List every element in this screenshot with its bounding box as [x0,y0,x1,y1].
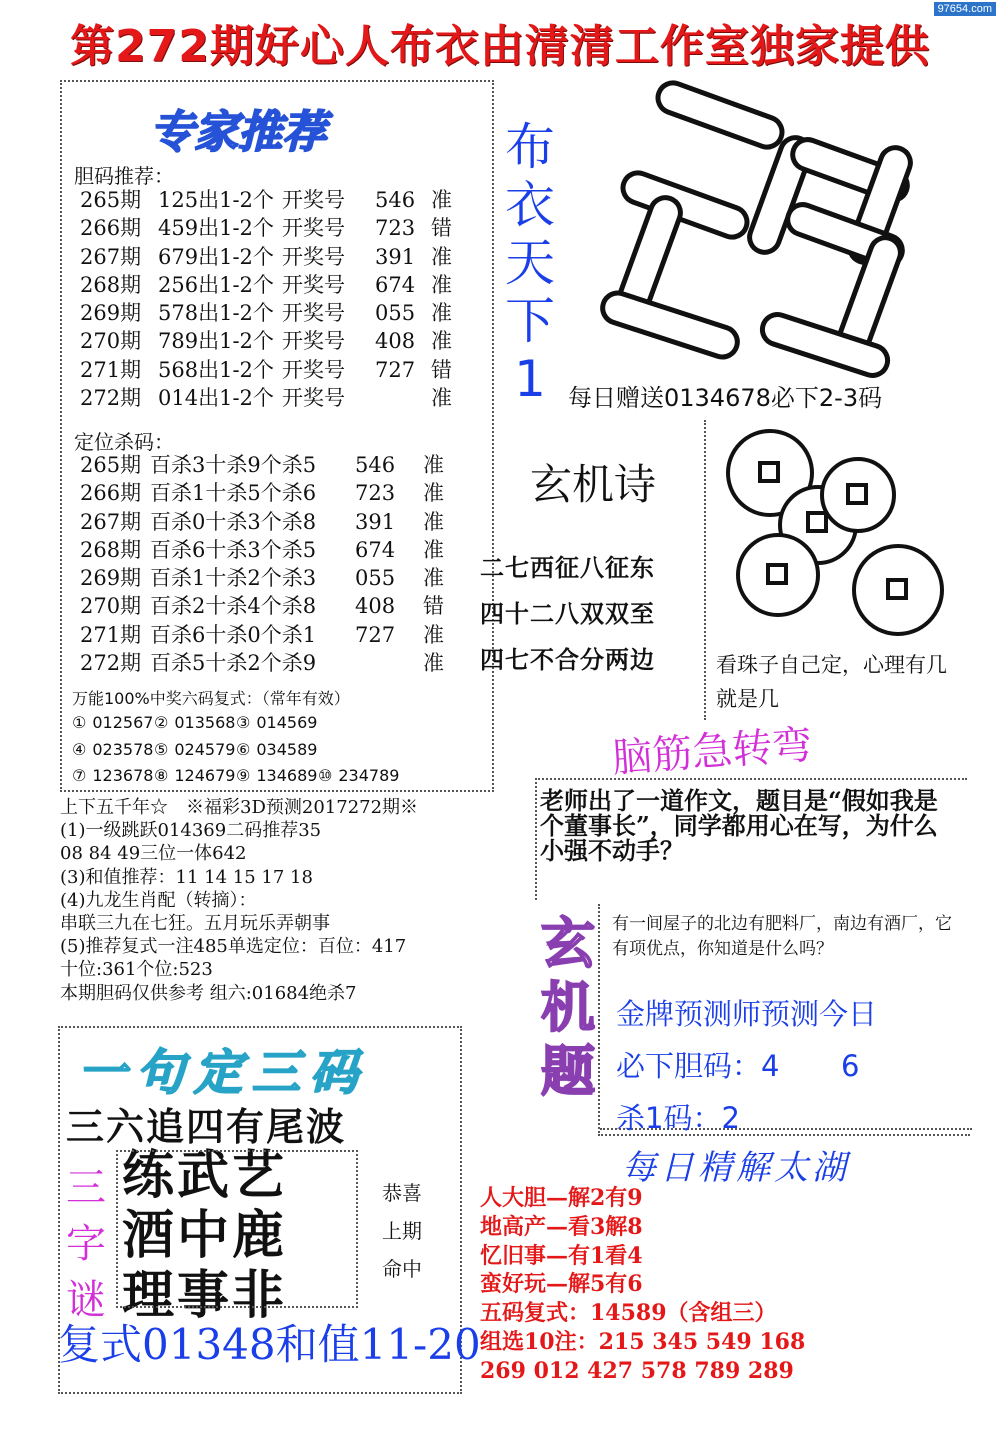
dan-table [80,186,471,412]
words-box [116,1150,358,1308]
kill-table [80,451,463,677]
taihu-line: 地高产—看3解8 [480,1213,643,1240]
oneline-title: 一句定三码 [78,1045,369,1101]
must-line [616,1040,877,1092]
kill-row-cell: 准 [423,537,444,562]
dan-row-cell: 055 [375,301,416,326]
dan-row-cell: 265期 [80,188,142,212]
forecast-line: 上下五千年☆ ※福彩3D预测2017272期※ [60,797,419,818]
dan-row-cell: 开奖号 [282,272,345,297]
dan-row [80,384,471,412]
xuanji-question: 有一间屋子的北边有肥料厂，南边有酒厂，它有项优点，你知道是什么吗？ [612,914,952,959]
six-code-index: ⑩ [318,766,333,785]
six-code-index: ⑨ [236,766,251,785]
poem-lines [480,545,655,683]
taihu-line: 269 012 427 578 789 289 [480,1357,794,1384]
site-watermark: 97654.com [934,2,996,16]
kill-row [80,451,463,479]
dan-row-cell: 错 [431,216,452,241]
taihu-line: 五码复式：14589（含组三） [480,1300,777,1327]
dan-row-cell: 727 [375,357,416,382]
kill-row-cell: 265期 [80,453,142,477]
dan-row-cell: 开奖号 [282,188,345,212]
buyi-char: 下 [505,292,555,350]
six-code-item [154,737,236,764]
six-code-value: 234789 [338,766,400,785]
six-code-item [72,763,154,790]
six-code-item [236,710,318,737]
kill-row-cell: 准 [423,481,444,506]
forecast-line: (5)推荐复式一注485单选定位：百位：417 [60,936,407,958]
dan-row-cell: 准 [431,386,452,411]
dan-row-cell: 408 [375,329,416,354]
six-code-value: 024579 [174,739,236,759]
dan-row-cell: 578出1-2个 [158,301,274,326]
forecast-line: 08 84 49三位一体642 [60,843,247,865]
dan-row-cell: 准 [431,272,452,297]
kill-row-cell: 百杀3十杀9个杀5 [150,453,317,477]
six-code-title: 万能100%中奖六码复式：（常年有效） [72,689,350,708]
dan-row-cell: 开奖号 [282,216,345,241]
dan-row [80,186,471,214]
six-code-item [236,737,318,764]
kill-row-cell: 准 [423,622,444,647]
dan-row-cell: 开奖号 [282,357,345,382]
taihu-line: 人大胆—解2有9 [480,1185,643,1211]
dan-row [80,214,471,242]
dan-row-cell: 789出1-2个 [158,329,274,354]
three-char-label [62,1160,110,1328]
dan-row-cell [375,384,431,412]
six-code-index: ⑥ [236,739,251,759]
kill-row-cell: 百杀1十杀2个杀3 [150,566,317,591]
daily-gift: 每日赠送0134678必下2-3码 [568,384,883,412]
kill-row [80,536,463,564]
forecast-line: 串联三九在七狂。五月玩乐弄朝事 [60,913,330,935]
buyi-column [500,118,560,408]
forecast-line: 十位:361个位:523 [60,959,213,981]
riddle-title: 脑筋急转弯 [610,722,814,782]
kill-row-cell: 270期 [80,594,142,619]
kill-row [80,479,463,507]
dan-row-cell: 270期 [80,329,142,354]
dan-row [80,327,471,355]
dan-row-cell: 开奖号 [282,386,345,411]
six-code-value: 012567 [92,713,154,732]
dan-row-cell: 459出1-2个 [158,216,274,241]
six-code-grid [72,710,412,790]
buyi-char: 天 [505,234,555,292]
dan-row-cell: 271期 [80,357,142,382]
expert-title: 专家推荐 [150,107,326,158]
dan-row-cell: 准 [431,329,452,354]
coins-icon [708,425,958,645]
six-code-item [72,710,154,737]
kill-label: 定位杀码： [74,430,174,454]
kill-row-cell: 百杀6十杀3个杀5 [150,537,317,562]
kill-row-cell: 准 [423,453,444,477]
congrats [382,1174,422,1288]
dan-row-cell: 准 [431,301,452,326]
dan-row-cell: 546 [375,188,416,212]
forecast-block [60,796,490,1005]
kill-row [80,649,463,677]
dan-row-cell: 568出1-2个 [158,357,274,382]
xuanji-title [538,912,598,1104]
dan-row-cell: 269期 [80,301,142,326]
six-code-index: ⑦ [72,766,87,785]
page-title: 第272期好心人布衣由清清工作室独家提供 [70,21,930,72]
six-code-item [154,763,236,790]
kill-code-value: 2 [721,1101,740,1135]
congrats-line: 恭喜 [382,1181,422,1205]
taihu-lines [480,1184,980,1386]
kill-row-cell: 271期 [80,622,142,647]
six-code-index: ④ [72,739,87,759]
kill-row-cell: 准 [423,566,444,591]
three-char-label-char: 字 [66,1221,106,1267]
forecast-line: (3)和值推荐：11 14 15 17 18 [60,866,313,888]
kill-row-cell: 546 [355,453,396,477]
congrats-line: 命中 [382,1257,422,1281]
kill-row-cell: 727 [355,622,396,647]
dan-row [80,243,471,271]
dan-row-cell: 272期 [80,386,142,411]
six-code-item [154,710,236,737]
dan-row-cell: 266期 [80,216,142,241]
poem-title: 玄机诗 [530,460,657,509]
kill-code-label: 杀1码： [616,1101,722,1135]
six-code-index: ① [72,713,87,732]
gold-forecast [616,988,877,1144]
xuanji-char: 玄 [541,912,595,975]
gold-label: 金牌预测师预测今日 [616,997,878,1031]
taihu-line: 忆旧事—有1看4 [480,1242,643,1269]
dan-row-cell: 267期 [80,244,142,269]
fushi-line: 复式01348和值11-20 [58,1320,481,1369]
dan-label: 胆码推荐： [74,164,174,188]
must-a: 4 [761,1049,780,1083]
kill-row-cell: 准 [423,651,444,676]
dan-row [80,299,471,327]
kill-row-cell: 674 [355,537,396,562]
kill-row-cell: 266期 [80,481,142,506]
buyi-char: 衣 [505,176,555,234]
riddle-word: 理事非 [122,1265,288,1326]
taihu-line: 组选10注：215 345 549 168 [480,1328,806,1355]
finger-pattern-icon [560,80,960,380]
six-code-item [72,737,154,764]
xuanji-char: 题 [541,1040,595,1103]
dan-row-cell: 014出1-2个 [158,386,274,411]
kill-row-cell: 错 [423,594,444,619]
kill-row-cell [355,649,423,677]
kill-row-cell: 百杀6十杀0个杀1 [150,622,317,647]
six-code-item [236,763,318,790]
six-code-value: 034589 [256,739,318,759]
six-code-value: 014569 [256,713,318,732]
kill-row-cell: 268期 [80,537,142,562]
kill-row-cell: 准 [423,509,444,534]
dan-row-cell: 开奖号 [282,329,345,354]
poem-line: 四七不合分两边 [480,646,655,674]
six-code-index: ⑤ [154,739,169,759]
xuanji-char: 机 [541,976,595,1039]
beads-note: 看珠子自己定，心理有几就是几 [716,653,947,711]
dan-row-cell: 679出1-2个 [158,244,274,269]
riddle-word: 酒中鹿 [122,1205,288,1266]
kill-row-cell: 723 [355,481,396,506]
taihu-title: 每日精解太湖 [622,1148,850,1188]
six-code-index: ③ [236,713,251,732]
kill-line [616,1092,877,1144]
dan-row-cell: 268期 [80,272,142,297]
kill-row [80,621,463,649]
dan-row-cell: 723 [375,216,416,241]
six-code-value: 023578 [92,739,154,759]
forecast-line: 本期胆码仅供参考 组六:01684绝杀7 [60,982,357,1004]
dan-row-cell: 开奖号 [282,244,345,269]
must-b: 6 [841,1049,860,1083]
dan-row-cell: 开奖号 [282,301,345,326]
dan-row-cell: 错 [431,357,452,382]
forecast-line: (1)一级跳跃014369二码推荐35 [60,820,322,842]
buyi-char: 布 [505,118,555,176]
taihu-line: 蛮好玩—解5有6 [480,1271,643,1298]
buyi-char: 1 [514,350,546,408]
dan-row-cell: 256出1-2个 [158,272,274,297]
six-code-item [318,763,400,790]
kill-row [80,564,463,592]
poem-line: 二七西征八征东 [480,554,655,582]
forecast-line: (4)九龙生肖配（转摘）： [60,889,257,911]
kill-row-cell: 百杀1十杀5个杀6 [150,481,317,506]
six-code-value: 013568 [174,713,236,732]
three-char-label-char: 谜 [66,1277,106,1323]
dan-row-cell: 674 [375,272,416,297]
six-code-value: 123678 [92,766,154,785]
kill-row [80,508,463,536]
riddle-text: 老师出了一道作文，题目是“假如我是个董事长”，同学都用心在写，为什么小强不动手？ [540,786,938,865]
kill-row-cell: 408 [355,594,396,619]
six-code-index: ⑧ [154,766,169,785]
kill-row-cell: 055 [355,566,396,591]
six-code-value: 124679 [174,766,236,785]
kill-row-cell: 百杀0十杀3个杀8 [150,509,317,534]
riddle-word: 练武艺 [122,1145,288,1206]
kill-row-cell: 391 [355,509,396,534]
dan-row-cell: 391 [375,244,416,269]
dan-row-cell: 准 [431,188,452,212]
dan-row-cell: 125出1-2个 [158,188,274,212]
must-label: 必下胆码： [616,1049,762,1083]
kill-row-cell: 百杀2十杀4个杀8 [150,594,317,619]
six-code-value: 134689 [256,766,318,785]
kill-row-cell: 269期 [80,566,142,591]
poem-line: 四十二八双双至 [480,600,655,628]
dan-row [80,271,471,299]
kill-row-cell: 百杀5十杀2个杀9 [150,651,317,676]
six-code-index: ② [154,713,169,732]
oneline-code: 三六追四有尾波 [66,1105,347,1149]
kill-row-cell: 267期 [80,509,142,534]
kill-row-cell: 272期 [80,651,142,676]
dan-row-cell: 准 [431,244,452,269]
three-char-label-char: 三 [66,1165,106,1211]
dan-row [80,356,471,384]
kill-row [80,592,463,620]
congrats-line: 上期 [382,1219,422,1243]
